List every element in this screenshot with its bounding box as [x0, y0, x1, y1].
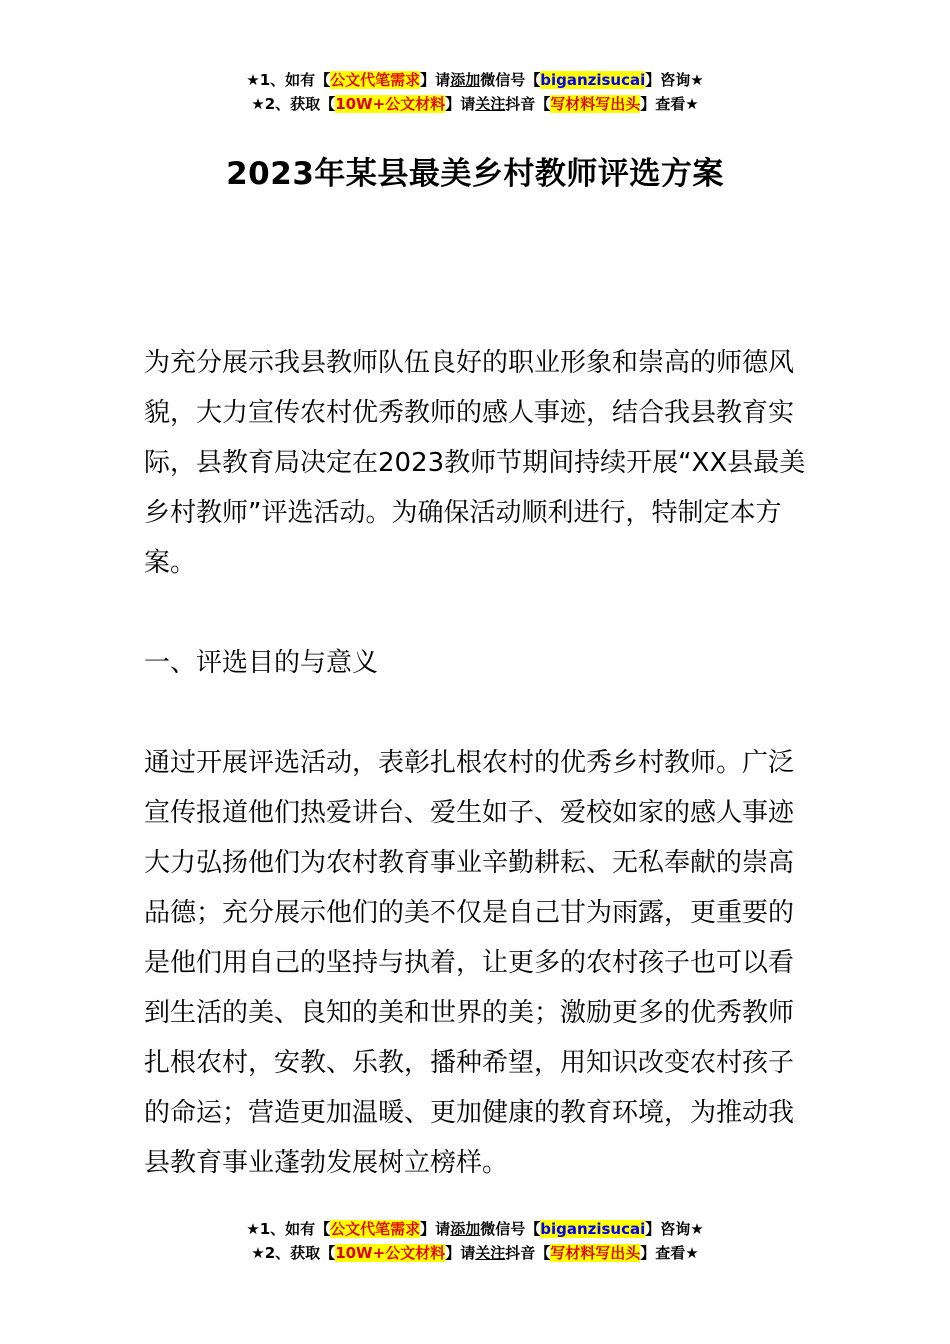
section-heading: 一、评选目的与意义 — [144, 648, 379, 678]
promo-douyin-name: 写材料写出头 — [550, 95, 641, 113]
promo-wechat-id: biganzisucai — [540, 71, 646, 89]
promo-text: 】请 — [445, 95, 476, 113]
promo-wechat-id: biganzisucai — [540, 1220, 646, 1238]
promo-underlined-text: 添加 — [450, 71, 481, 89]
promo-text: ★2、获取【 — [251, 95, 336, 113]
promo-text: 抖音【 — [505, 1244, 551, 1262]
promo-text: 】咨询★ — [645, 1220, 704, 1238]
promo-text: 】请 — [420, 71, 451, 89]
intro-paragraph: 为充分展示我县教师队伍良好的职业形象和崇高的师德风貌，大力宣传农村优秀教师的感人事迹，结合我县教育实际，县教育局决定在2023教师节期间持续开展“XX县最美乡村教师”评选活动。为确保活动顺利进行，特制定本方案。 — [144, 348, 806, 578]
promo-line-2 — [0, 92, 950, 116]
promo-text: 】咨询★ — [645, 71, 704, 89]
promo-line-2 — [0, 1241, 950, 1265]
promo-text: 】请 — [420, 1220, 451, 1238]
promo-text: 】查看★ — [640, 1244, 699, 1262]
promo-text: 】请 — [445, 1244, 476, 1262]
promo-text: ★1、如有【 — [246, 71, 331, 89]
promo-underlined-text: 添加 — [450, 1220, 481, 1238]
promo-text: 微信号【 — [480, 1220, 541, 1238]
promo-line-1 — [0, 1217, 950, 1241]
promo-highlight: 10W+公文材料 — [335, 1244, 446, 1262]
document-title: 2023年某县最美乡村教师评选方案 — [226, 156, 724, 192]
promo-text: ★2、获取【 — [251, 1244, 336, 1262]
section-paragraph: 通过开展评选活动，表彰扎根农村的优秀乡村教师。广泛宣传报道他们热爱讲台、爱生如子、爱校如家的感人事迹大力弘扬他们为农村教育事业辛勤耕耘、无私奉献的崇高品德；充分展示他们的美不仅是自己甘为雨露，更重要的是他们用自己的坚持与执着，让更多的农村孩子也可以看到生活的美、良知的美和世界的美；激励更多的优秀教师扎根农村，安教、乐教，播种希望，用知识改变农村孩子的命运；营造更加温暖、更加健康的教育环境，为推动我县教育事业蓬勃发展树立榜样。 — [144, 748, 795, 1178]
promo-underlined-text: 关注 — [475, 95, 506, 113]
promo-highlight: 公文代笔需求 — [330, 71, 421, 89]
promo-text: 微信号【 — [480, 71, 541, 89]
promo-douyin-name: 写材料写出头 — [550, 1244, 641, 1262]
header-promo-banner — [0, 68, 950, 116]
promo-highlight: 10W+公文材料 — [335, 95, 446, 113]
promo-line-1 — [0, 68, 950, 92]
promo-text: 】查看★ — [640, 95, 699, 113]
promo-text: 抖音【 — [505, 95, 551, 113]
promo-underlined-text: 关注 — [475, 1244, 506, 1262]
footer-promo-banner — [0, 1217, 950, 1265]
promo-text: ★1、如有【 — [246, 1220, 331, 1238]
promo-highlight: 公文代笔需求 — [330, 1220, 421, 1238]
